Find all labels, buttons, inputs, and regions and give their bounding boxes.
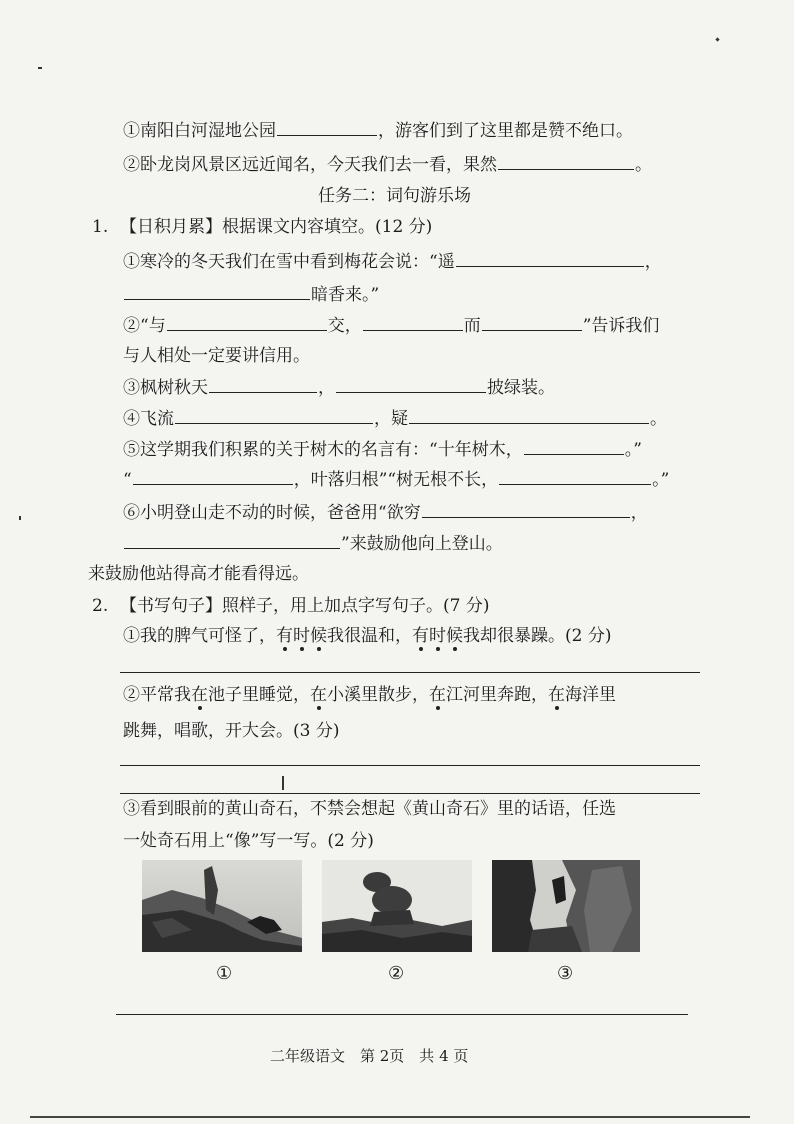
answer-blank[interactable] [409,406,649,424]
answer-line[interactable] [120,765,700,766]
answer-blank[interactable] [363,313,463,331]
answer-blank[interactable] [524,437,624,455]
dotted-char: 在 [429,685,446,705]
rock-photo-1 [142,860,302,952]
q1-item1-line1: ①寒冷的冬天我们在雪中看到梅花会说：“遥 ， [123,249,662,274]
scan-speck [38,67,42,69]
rock-photo-2 [322,860,472,952]
page-footer: 二年级语文 第 2页 共 4 页 [270,1047,469,1065]
dotted-char: 时 [293,626,310,646]
q1-item3: ③枫树秋天 ， 披绿装。 [123,375,555,400]
answer-blank[interactable] [277,118,377,136]
rock-photo-3 [492,860,640,952]
q1-item5-line2: “ ，叶落归根”“树无根不长， 。” [123,467,669,492]
q2-sentence1: ①我的脾气可怪了，有时候我很温和，有时候我却很暴躁。(2 分) [123,626,612,646]
dotted-char: 在 [191,685,208,705]
q2-sentence2-line1: ②平常我在池子里睡觉，在小溪里散步，在江河里奔跑，在海洋里 [123,685,616,705]
answer-blank[interactable] [482,313,582,331]
q1-item2-line1: ②“与 交， 而 ”告诉我们 [123,313,659,338]
q2-sentence2-line2: 跳舞，唱歌，开大会。(3 分) [123,721,340,741]
q1-item5-line1: ⑤这学期我们积累的关于树木的名言有：“十年树木， 。” [123,437,642,462]
answer-blank[interactable] [167,313,327,331]
answer-blank[interactable] [124,282,310,300]
answer-blank[interactable] [456,249,644,267]
answer-line[interactable] [120,793,700,794]
q1-item2-line2: 与人相处一定要讲信用。 [123,346,310,366]
answer-blank[interactable] [175,406,373,424]
q1-item1-line2: 暗香来。” [123,282,379,307]
q1-header: 【日积月累】根据课文内容填空。(12 分) [120,217,433,237]
answer-line[interactable] [120,672,700,673]
answer-blank[interactable] [422,500,630,518]
answer-blank[interactable] [336,375,486,393]
answer-blank[interactable] [133,467,293,485]
q2-sentence3-line2: 一处奇石用上“像”写一写。(2 分) [123,831,374,851]
dotted-char: 在 [310,685,327,705]
scan-edge-line [30,1116,750,1118]
scan-speck [282,776,284,790]
answer-blank[interactable] [124,531,340,549]
answer-blank[interactable] [499,467,651,485]
q2-number: 2. [92,596,109,616]
dotted-char: 候 [446,626,463,646]
answer-blank[interactable] [498,152,634,170]
dotted-char: 候 [310,626,327,646]
photo-label-1: ① [216,963,233,984]
q1-overflow-line: 来鼓励他站得高才能看得远。 [88,564,309,584]
task2-title: 任务二：词句游乐场 [318,186,471,206]
q1-item6-line2: ”来鼓励他向上登山。 [123,531,503,556]
q1-number: 1. [92,217,109,237]
answer-line[interactable] [116,1014,688,1015]
scan-speck [19,516,21,520]
dotted-char: 在 [548,685,565,705]
photo-label-2: ② [388,963,405,984]
q2-sentence3-line1: ③看到眼前的黄山奇石，不禁会想起《黄山奇石》里的话语，任选 [123,799,616,819]
section1-line1: ①南阳白河湿地公园 ，游客们到了这里都是赞不绝口。 [123,118,633,143]
dotted-char: 时 [429,626,446,646]
q1-item6-line1: ⑥小明登山走不动的时候，爸爸用“欲穷 ， [123,500,648,525]
photo-label-3: ③ [557,963,574,984]
dotted-char: 有 [276,626,293,646]
q1-item4: ④飞流 ，疑 。 [123,406,667,431]
section1-line2: ②卧龙岗风景区远近闻名，今天我们去一看，果然 。 [123,152,652,177]
answer-blank[interactable] [209,375,317,393]
dotted-char: 有 [412,626,429,646]
scan-speck [715,37,719,41]
q2-header: 【书写句子】照样子，用上加点字写句子。(7 分) [120,596,490,616]
